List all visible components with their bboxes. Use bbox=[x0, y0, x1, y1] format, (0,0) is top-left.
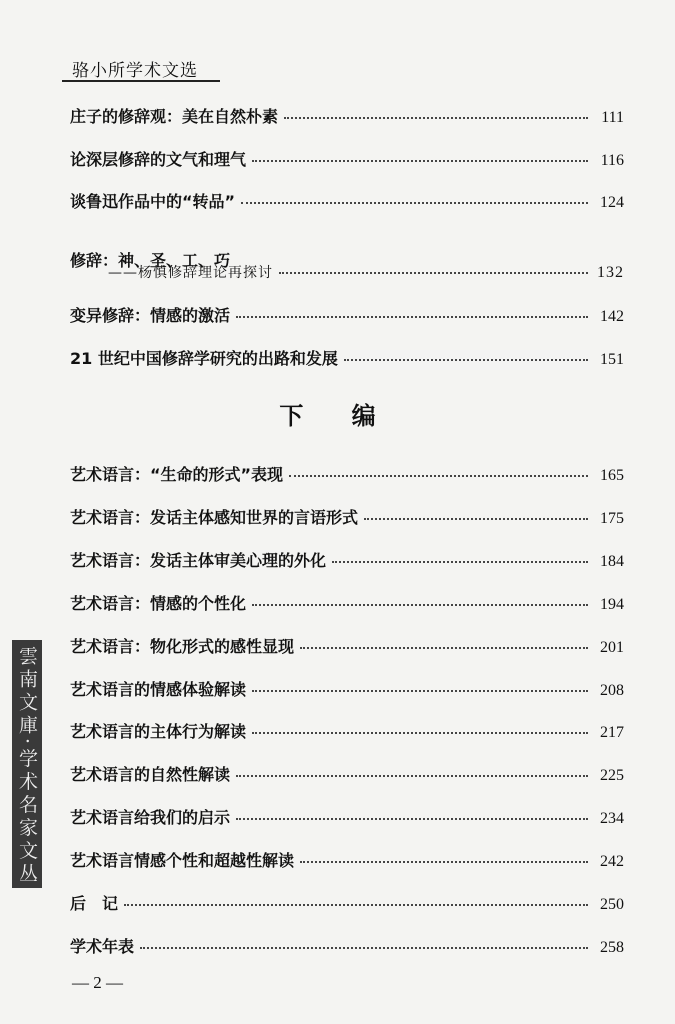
toc-entry-title: 艺术语言：“生命的形式”表现 bbox=[70, 465, 284, 484]
toc-entry-title: 艺术语言的自然性解读 bbox=[70, 765, 231, 784]
toc-entry-page: 165 bbox=[600, 467, 624, 484]
dot-leader bbox=[236, 774, 588, 777]
dot-leader bbox=[284, 116, 588, 119]
toc-entry-page: 151 bbox=[600, 351, 624, 368]
dot-leader bbox=[252, 603, 588, 606]
dot-leader bbox=[300, 646, 588, 649]
toc-entry-page: 124 bbox=[600, 194, 624, 211]
toc-entry-page: 250 bbox=[600, 896, 624, 913]
toc-entry-page: 234 bbox=[600, 810, 624, 827]
dot-leader bbox=[300, 860, 588, 863]
toc-entry bbox=[70, 303, 624, 326]
dot-leader bbox=[252, 159, 588, 162]
toc-entry-page: 111 bbox=[601, 109, 624, 126]
toc-entry-page: 242 bbox=[600, 853, 624, 870]
toc-entry-page: 142 bbox=[600, 308, 624, 325]
toc-entry-page: 194 bbox=[600, 596, 624, 613]
toc-entry-title: 艺术语言：物化形式的感性显现 bbox=[70, 637, 295, 656]
toc-entry-title: 艺术语言：发话主体感知世界的言语形式 bbox=[70, 508, 359, 527]
toc-entry-page: 258 bbox=[600, 939, 624, 956]
series-side-tab bbox=[12, 640, 42, 888]
toc-entry-title: 艺术语言的情感体验解读 bbox=[70, 680, 247, 699]
toc-entry-page: 116 bbox=[600, 152, 624, 169]
toc-entry bbox=[70, 548, 624, 571]
dot-leader bbox=[236, 315, 588, 318]
dot-leader bbox=[252, 731, 588, 734]
section-title: 下 编 bbox=[279, 402, 396, 430]
dot-leader bbox=[344, 358, 588, 361]
toc-entry-title: 修辞：神、圣、工、巧 bbox=[70, 251, 231, 270]
dot-leader bbox=[241, 201, 588, 204]
toc-entry-title: 学术年表 bbox=[70, 937, 135, 956]
toc-entry bbox=[70, 189, 624, 212]
toc-entry bbox=[70, 805, 624, 828]
dot-leader bbox=[140, 946, 588, 949]
series-label: 雲南文庫·学术名家文丛 bbox=[16, 646, 38, 887]
toc-entry-subtitle: ——杨慎修辞理论再探讨 bbox=[108, 265, 273, 281]
toc-entry-title: 变异修辞：情感的激活 bbox=[70, 306, 231, 325]
dot-leader bbox=[364, 517, 588, 520]
dot-leader bbox=[124, 903, 588, 906]
dot-leader bbox=[236, 817, 588, 820]
toc-entry bbox=[70, 719, 624, 742]
toc-entry-page: 201 bbox=[600, 639, 624, 656]
toc-entry-title: 后 记 bbox=[70, 894, 119, 913]
toc-entry bbox=[70, 891, 624, 914]
toc-entry-page: 175 bbox=[600, 510, 624, 527]
toc-entry-page: 217 bbox=[600, 724, 624, 741]
toc-entry bbox=[70, 104, 624, 127]
toc-entry-title: 艺术语言给我们的启示 bbox=[70, 808, 231, 827]
toc-entry-page: 132 bbox=[597, 264, 624, 281]
toc-entry-page: 184 bbox=[600, 553, 624, 570]
toc-entry bbox=[70, 462, 624, 485]
dot-leader bbox=[332, 560, 588, 563]
toc-entry bbox=[70, 346, 624, 369]
toc-entry-title: 谈鲁迅作品中的“转品” bbox=[70, 192, 236, 211]
dot-leader bbox=[289, 474, 588, 477]
toc-entry bbox=[70, 591, 624, 614]
toc-entry bbox=[70, 934, 624, 957]
toc-entry bbox=[70, 848, 624, 871]
toc-entry-title: 庄子的修辞观：美在自然朴素 bbox=[70, 107, 279, 126]
toc-entry bbox=[70, 147, 624, 170]
toc-entry bbox=[108, 262, 624, 282]
toc-entry-title: 论深层修辞的文气和理气 bbox=[70, 150, 247, 169]
toc-entry bbox=[70, 762, 624, 785]
toc-entry-page: 225 bbox=[600, 767, 624, 784]
toc-entry-title: 艺术语言：情感的个性化 bbox=[70, 594, 247, 613]
toc-entry bbox=[70, 677, 624, 700]
toc-entry bbox=[70, 505, 624, 528]
toc-entry-title: 艺术语言：发话主体审美心理的外化 bbox=[70, 551, 327, 570]
toc-entry-title: 艺术语言的主体行为解读 bbox=[70, 722, 247, 741]
dot-leader bbox=[252, 689, 588, 692]
toc-entry bbox=[70, 634, 624, 657]
dot-leader bbox=[279, 271, 588, 274]
toc-entry-title: 21 世纪中国修辞学研究的出路和发展 bbox=[70, 349, 338, 368]
toc-entry-title: 艺术语言情感个性和超越性解读 bbox=[70, 851, 295, 870]
running-header: 骆小所学术文选 bbox=[72, 61, 198, 81]
page-number: — 2 — bbox=[72, 973, 123, 992]
toc-entry-page: 208 bbox=[600, 682, 624, 699]
